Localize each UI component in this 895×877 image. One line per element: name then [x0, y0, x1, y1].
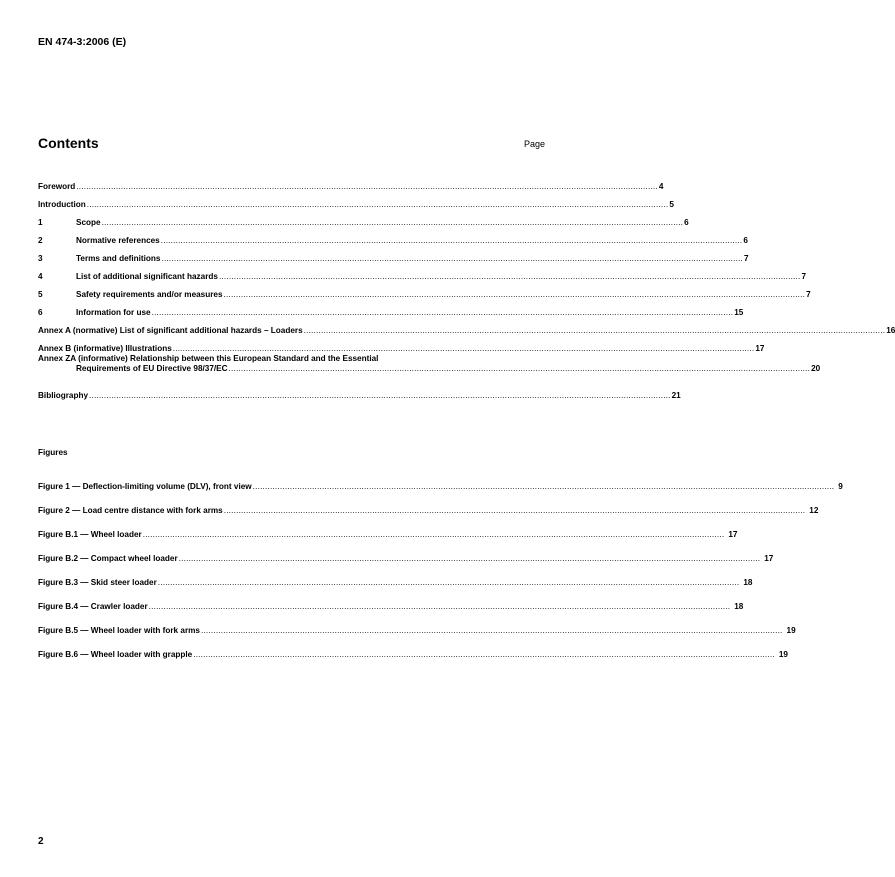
toc-entry-page: 15	[734, 308, 744, 317]
table-of-contents	[38, 174, 895, 401]
toc-entry-title-line2: Requirements of EU Directive 98/37/EC	[76, 364, 228, 373]
figure-entry-title: Figure B.5 — Wheel loader with fork arms	[38, 626, 200, 635]
toc-entry-foreword[interactable]	[38, 174, 664, 192]
toc-leader-dots	[219, 272, 801, 282]
toc-leader-dots	[173, 344, 755, 354]
toc-entry-title: Foreword	[38, 182, 76, 191]
toc-entry-page: 7	[801, 272, 807, 281]
toc-leader-dots	[224, 290, 806, 300]
figure-entry[interactable]	[38, 516, 738, 540]
toc-entry-body	[38, 354, 820, 374]
toc-entry-title: Annex B (informative) Illustrations	[38, 344, 172, 353]
toc-entry-title: Introduction	[38, 200, 86, 209]
figure-entry-page: 19	[778, 650, 788, 659]
figure-entry-page: 17	[728, 530, 738, 539]
figure-entry-title: Figure B.3 — Skid steer loader	[38, 578, 157, 587]
toc-entry-page: 5	[669, 200, 674, 209]
figure-entry-title: Figure B.4 — Crawler loader	[38, 602, 148, 611]
document-header: EN 474-3:2006 (E)	[38, 36, 127, 48]
figure-entry[interactable]	[38, 612, 796, 636]
toc-entry-title: Terms and definitions	[76, 254, 161, 263]
figure-entry[interactable]	[38, 636, 788, 660]
toc-leader-dots	[102, 218, 684, 228]
page-column-label: Page	[523, 139, 545, 149]
toc-entry-introduction[interactable]	[38, 192, 674, 210]
toc-leader-dots	[158, 578, 740, 588]
toc-entry-bibliography[interactable]	[38, 383, 681, 401]
page-number: 2	[38, 836, 44, 847]
toc-leader-dots	[149, 602, 731, 612]
toc-entry-annex-b[interactable]	[38, 336, 765, 354]
toc-entry-page: 6	[743, 236, 748, 245]
toc-entry-terms-definitions[interactable]	[38, 246, 749, 264]
toc-entry-title: Information for use	[76, 308, 151, 317]
toc-entry-number: 3	[38, 254, 43, 263]
figure-entry-page: 18	[734, 602, 744, 611]
toc-entry-number: 4	[38, 272, 43, 281]
toc-entry-annex-za[interactable]	[38, 354, 821, 383]
figure-entry[interactable]	[38, 564, 753, 588]
toc-entry-continuation	[38, 364, 820, 374]
toc-leader-dots	[76, 182, 658, 192]
toc-entry-number: 5	[38, 290, 43, 299]
toc-leader-dots	[179, 554, 761, 564]
toc-entry-title: Safety requirements and/or measures	[76, 290, 223, 299]
toc-entry-normative-references[interactable]	[38, 228, 748, 246]
toc-entry-number: 1	[38, 218, 43, 227]
figure-entry-page: 19	[786, 626, 796, 635]
list-of-figures	[38, 468, 843, 660]
toc-entry-title: Scope	[76, 218, 101, 227]
toc-entry-title: List of additional significant hazards	[76, 272, 218, 281]
toc-leader-dots	[193, 650, 775, 660]
toc-leader-dots	[161, 254, 743, 264]
toc-leader-dots	[152, 308, 734, 318]
toc-entry-annex-a[interactable]	[38, 318, 895, 336]
figure-entry-page: 9	[838, 482, 843, 491]
toc-leader-dots	[143, 530, 725, 540]
figure-entry-page: 17	[764, 554, 774, 563]
toc-entry-number: 6	[38, 308, 43, 317]
toc-entry-title: Annex ZA (informative) Relationship between this European Standard and the Essential	[38, 354, 379, 363]
figure-entry-title: Figure 1 — Deflection-limiting volume (DLV), front view	[38, 482, 252, 491]
toc-entry-page: 7	[744, 254, 749, 263]
figures-heading: Figures	[38, 448, 68, 457]
toc-leader-dots	[304, 326, 886, 336]
toc-entry-additional-hazards[interactable]	[38, 264, 807, 282]
toc-entry-safety-requirements[interactable]	[38, 282, 811, 300]
toc-entry-page: 6	[684, 218, 689, 227]
figure-entry-title: Figure B.2 — Compact wheel loader	[38, 554, 178, 563]
toc-entry-page: 7	[806, 290, 811, 299]
figure-entry-page: 12	[809, 506, 819, 515]
figure-entry[interactable]	[38, 468, 843, 492]
figure-entry-title: Figure B.6 — Wheel loader with grapple	[38, 650, 193, 659]
toc-entry-number: 2	[38, 236, 43, 245]
toc-entry-page: 17	[755, 344, 765, 353]
toc-leader-dots	[253, 482, 835, 492]
figure-entry-page: 18	[743, 578, 753, 587]
toc-leader-dots	[87, 200, 669, 210]
toc-leader-dots	[89, 391, 671, 401]
toc-entry-information-for-use[interactable]	[38, 300, 744, 318]
figure-entry-title: Figure 2 — Load centre distance with fork arms	[38, 506, 223, 515]
figure-entry-title: Figure B.1 — Wheel loader	[38, 530, 142, 539]
figure-entry[interactable]	[38, 492, 819, 516]
toc-entry-scope[interactable]	[38, 210, 689, 228]
toc-entry-title: Normative references	[76, 236, 160, 245]
toc-entry-title: Bibliography	[38, 391, 89, 400]
contents-heading: Contents	[38, 135, 99, 151]
toc-leader-dots	[224, 506, 806, 516]
toc-entry-page: 4	[658, 182, 664, 191]
figure-entry[interactable]	[38, 540, 774, 564]
figure-entry[interactable]	[38, 588, 744, 612]
toc-entry-page: 16	[886, 326, 895, 335]
toc-leader-dots	[161, 236, 743, 246]
toc-leader-dots	[201, 626, 783, 636]
toc-leader-dots	[229, 364, 811, 374]
toc-entry-page: 20	[811, 364, 821, 373]
toc-entry-page: 21	[671, 391, 681, 400]
toc-entry-title: Annex A (normative) List of significant additional hazards – Loaders	[38, 326, 303, 335]
